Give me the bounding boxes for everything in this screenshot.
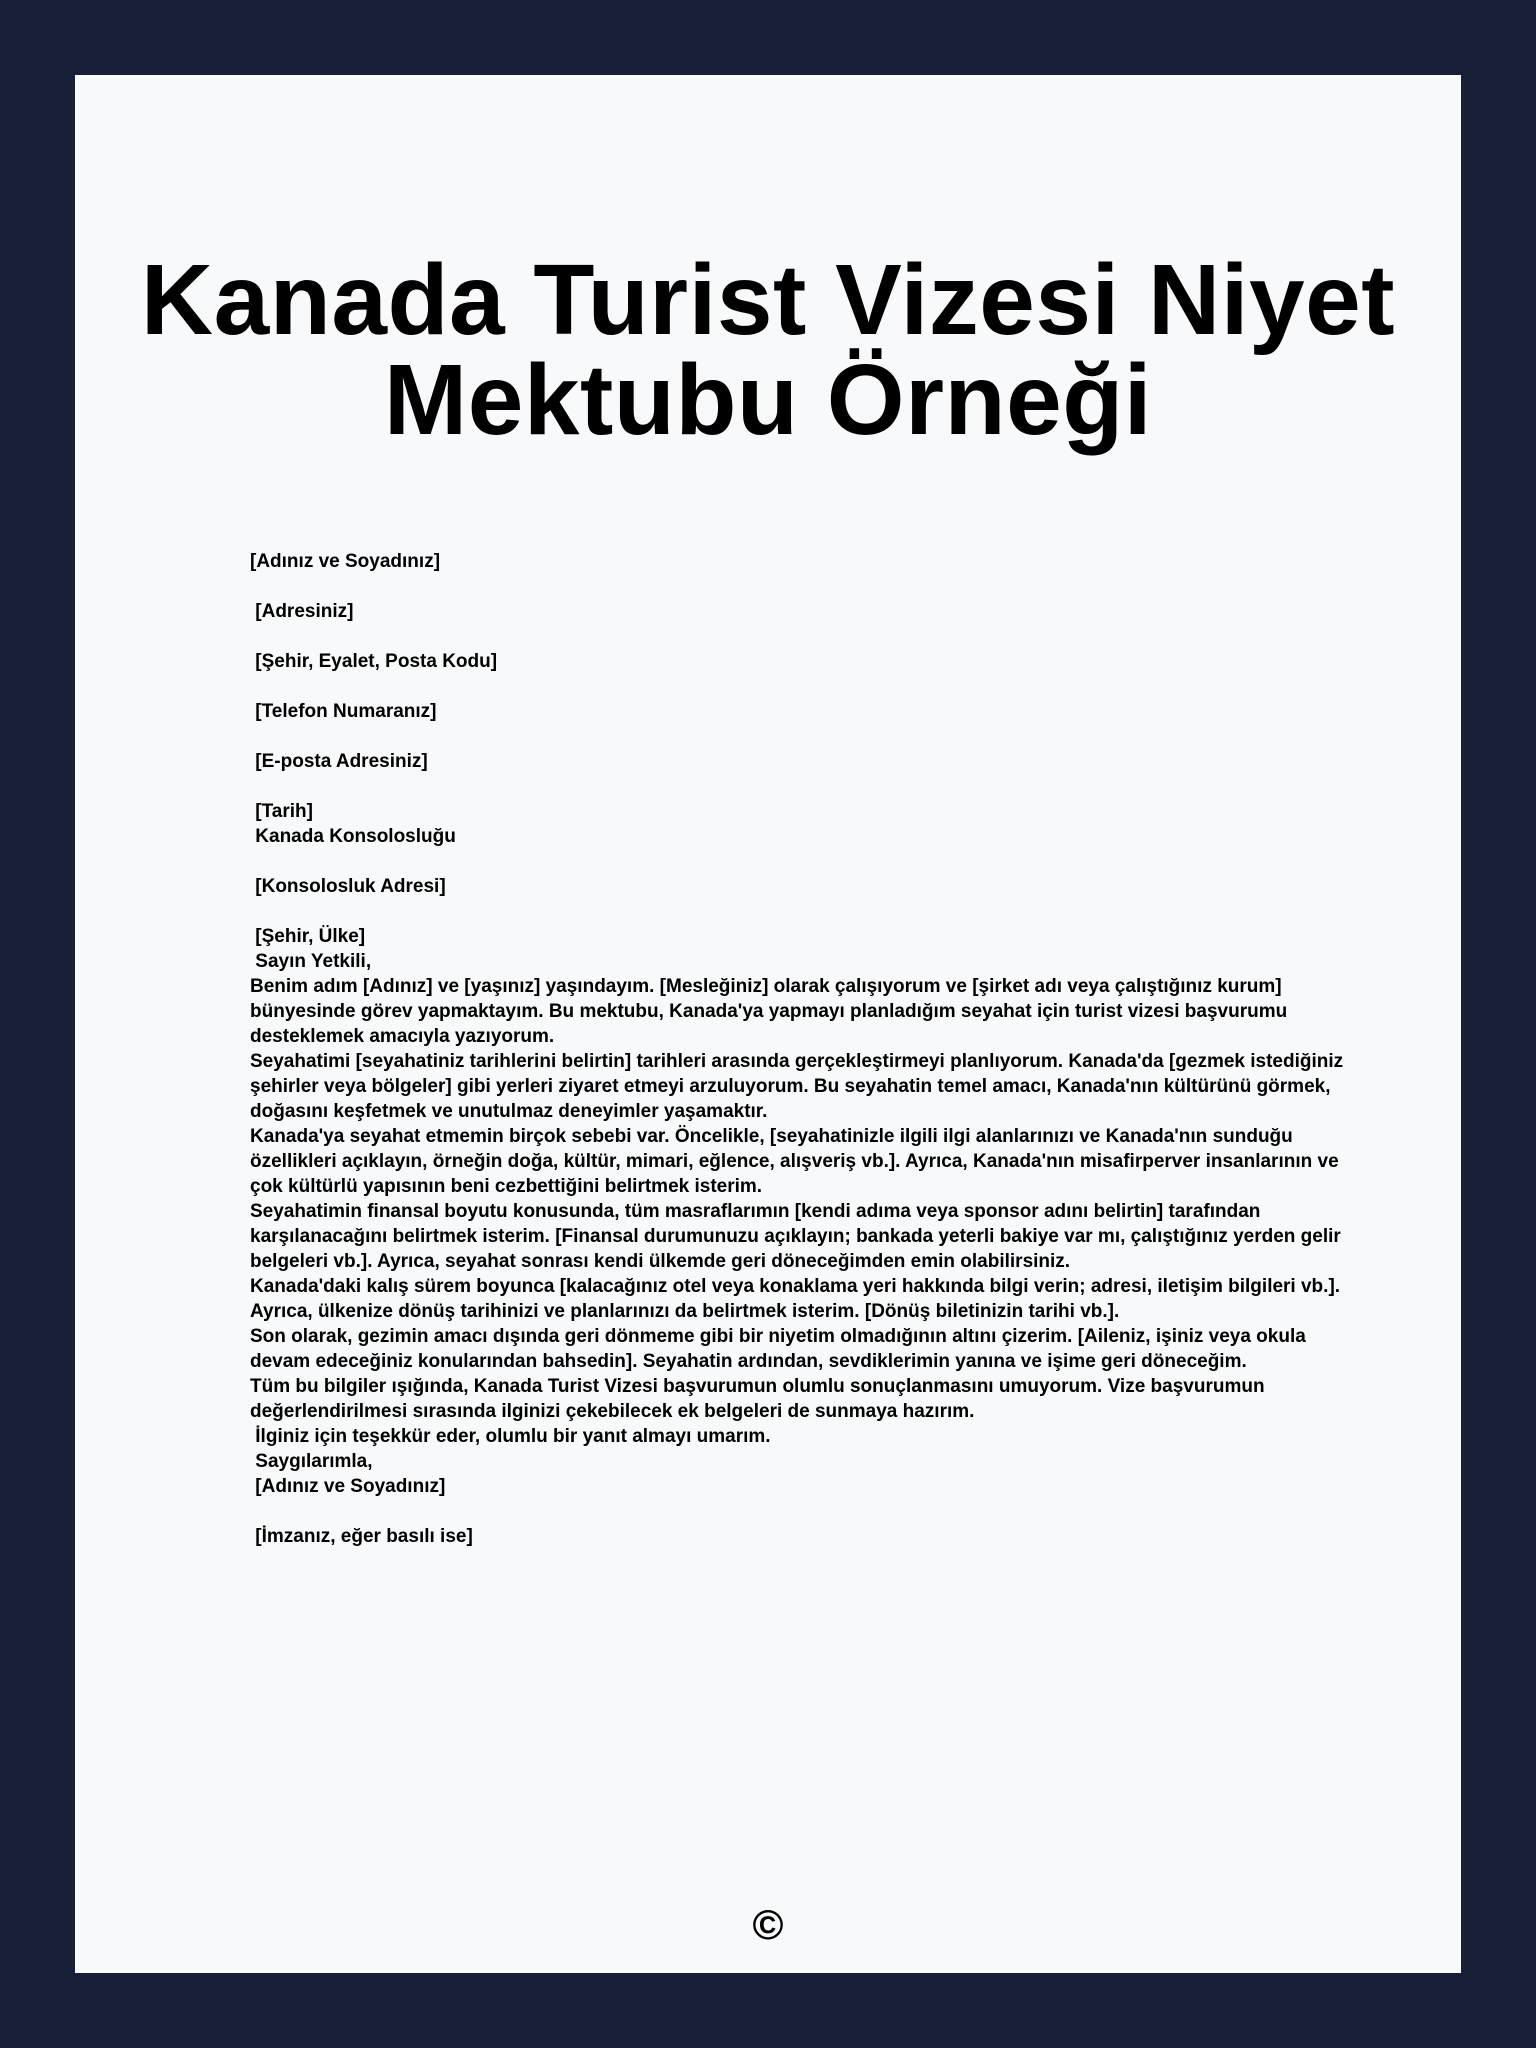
recipient-city: [Şehir, Ülke] — [250, 926, 366, 947]
sender-city: [Şehir, Eyalet, Posta Kodu] — [250, 651, 498, 672]
sender-email: [E-posta Adresiniz] — [250, 751, 428, 772]
paragraph-accommodation: Kanada'daki kalış sürem boyunca [kalacağınız otel veya konaklama yeri hakkında bilgi verin; adresi, iletişim bilgileri vb.]. Ayrıca, ülkenize dönüş tarihinizi ve planlarınızı da belirtmek isterim. [Dönüş biletinizin tarihi vb.]. — [250, 1276, 1341, 1322]
signature-line: [İmzanız, eğer basılı ise] — [250, 1526, 473, 1547]
sender-phone: [Telefon Numaranız] — [250, 701, 437, 722]
paragraph-travel-dates: Seyahatimi [seyahatiniz tarihlerini belirtin] tarihleri arasında gerçekleştirmeyi planlıyorum. Kanada'da [gezmek istediğiniz şehirler veya bölgeler] gibi yerleri ziyaret etmeyi arzuluyorum. Bu seyahatin temel amacı, Kanada'nın kültürünü görmek, doğasını keşfetmek ve unutulmaz deneyimler yaşamaktır. — [250, 1051, 1344, 1122]
paragraph-reasons: Kanada'ya seyahat etmemin birçok sebebi var. Öncelikle, [seyahatinizle ilgili ilgi alanlarınızı ve Kanada'nın sunduğu özellikleri açıklayın, örneğin doğa, kültür, mimari, eğlence, alışveriş vb.]. Ayrıca, Kanada'nın misafirperver insanlarının ve çok kültürlü yapısının beni cezbettiğini belirtmek isterim. — [250, 1126, 1339, 1197]
document-page — [75, 75, 1461, 1973]
signature-name: [Adınız ve Soyadınız] — [250, 1476, 446, 1497]
letter-body — [250, 549, 1360, 1549]
recipient-consulate: Kanada Konsolosluğu — [250, 826, 456, 847]
paragraph-finances: Seyahatimin finansal boyutu konusunda, tüm masraflarımın [kendi adıma veya sponsor adını belirtin] tarafından karşılanacağını belirtmek isterim. [Finansal durumunuzu açıklayın; bankada yeterli bakiye var mı, çalıştığınız yerden gelir belgeleri vb.]. Ayrıca, seyahat sonrası kendi ülkemde geri döneceğimden emin olabilirsiniz. — [250, 1201, 1341, 1272]
letter-date: [Tarih] — [250, 801, 313, 822]
closing-thanks: İlginiz için teşekkür eder, olumlu bir yanıt almayı umarım. — [250, 1426, 771, 1447]
copyright-symbol: © — [752, 1901, 784, 1948]
sender-name: [Adınız ve Soyadınız] — [250, 551, 441, 572]
sender-address: [Adresiniz] — [250, 601, 354, 622]
recipient-address: [Konsolosluk Adresi] — [250, 876, 446, 897]
closing-regards: Saygılarımla, — [250, 1451, 373, 1472]
page-title: Kanada Turist Vizesi Niyet Mektubu Örneği — [140, 244, 1396, 456]
paragraph-return-intent: Son olarak, gezimin amacı dışında geri dönmeme gibi bir niyetim olmadığının altını çizerim. [Aileniz, işiniz veya okula devam edeceğiniz konularından bahsedin]. Seyahatin ardından, sevdiklerimin yanına ve işime geri döneceğim. — [250, 1326, 1306, 1372]
paragraph-introduction: Benim adım [Adınız] ve [yaşınız] yaşındayım. [Mesleğiniz] olarak çalışıyorum ve [şirket adı veya çalıştığınız kurum] bünyesinde görev yapmaktayım. Bu mektubu, Kanada'ya yapmayı planladığım seyahat için turist vizesi başvurumu desteklemek amacıyla yazıyorum. — [250, 976, 1288, 1047]
salutation: Sayın Yetkili, — [250, 951, 372, 972]
paragraph-conclusion: Tüm bu bilgiler ışığında, Kanada Turist Vizesi başvurumun olumlu sonuçlanmasını umuyorum. Vize başvurumun değerlendirilmesi sırasında ilginizi çekebilecek ek belgeleri de sunmaya hazırım. — [250, 1376, 1265, 1422]
